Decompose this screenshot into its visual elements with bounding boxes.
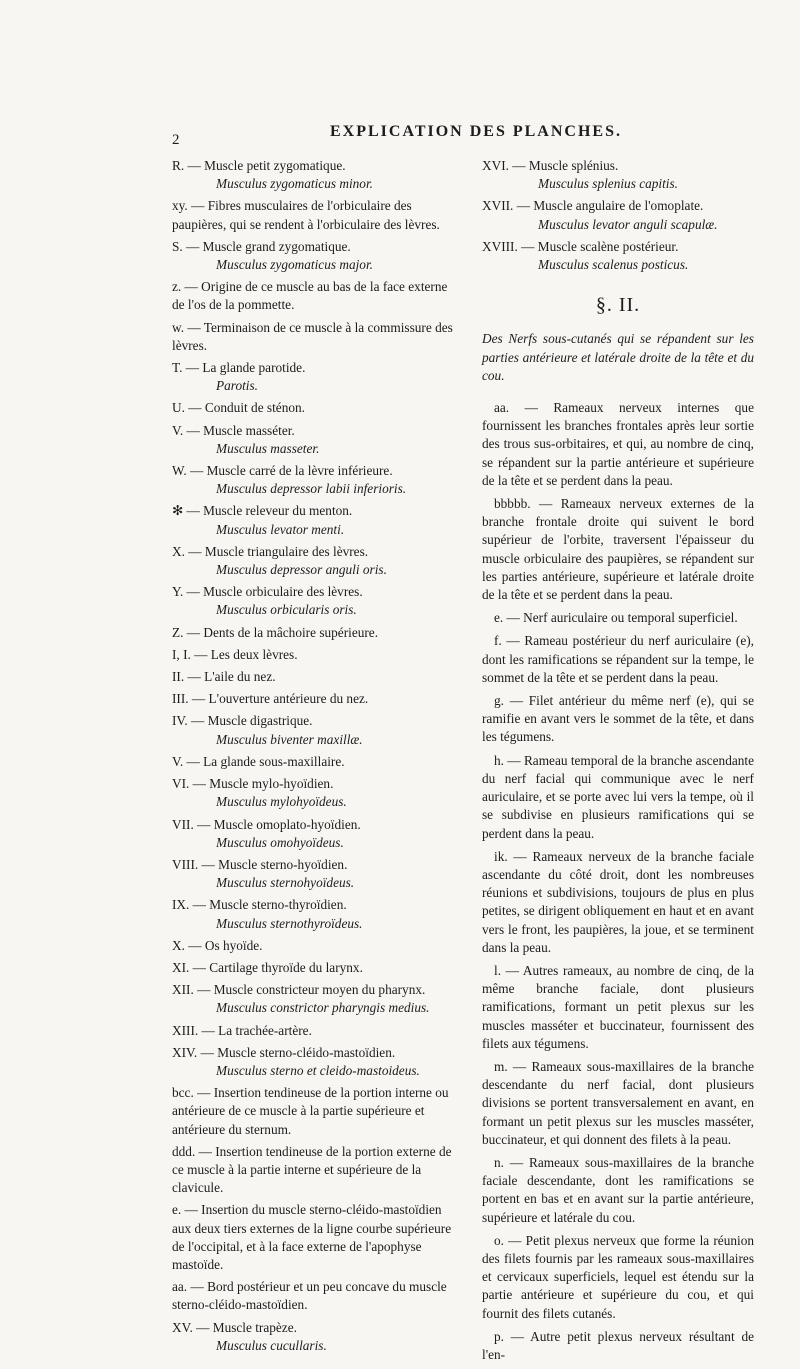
legend-entry bbox=[172, 624, 454, 642]
legend-entry bbox=[172, 319, 454, 355]
entry-latin-name: Musculus depressor anguli oris. bbox=[216, 562, 387, 578]
entry-text: V. — Muscle masséter. bbox=[172, 422, 295, 438]
entry-text: T. — La glande parotide. bbox=[172, 360, 306, 376]
entry-text: bcc. — Insertion tendineuse de la portion interne ou antérieure de ce muscle à la partie supérieure et antérieure du sternum. bbox=[172, 1085, 449, 1137]
paragraph: l. — Autres rameaux, au nombre de cinq, de la même branche faciale, dont plusieurs ramifications, formant un petit plexus sur les muscles masséter et buccinateur, fournissent des filets aux tégumens. bbox=[482, 962, 754, 1051]
entry-latin-name: Musculus sternothyroïdeus. bbox=[216, 915, 363, 931]
running-head: EXPLICATION DES PLANCHES. bbox=[330, 123, 622, 140]
legend-entry bbox=[482, 197, 754, 233]
entry-latin-name: Musculus sternohyoïdeus. bbox=[216, 875, 355, 891]
entry-text: Y. — Muscle orbiculaire des lèvres. bbox=[172, 584, 363, 600]
entry-text: IX. — Muscle sterno-thyroïdien. bbox=[172, 897, 347, 913]
legend-entry bbox=[172, 399, 454, 417]
entry-text: ddd. — Insertion tendineuse de la portion externe de ce muscle à la partie interne et supérieure de la clavicule. bbox=[172, 1143, 452, 1196]
entry-text: XVIII. — Muscle scalène postérieur. bbox=[482, 238, 679, 254]
entry-text: X. — Muscle triangulaire des lèvres. bbox=[172, 543, 369, 559]
legend-entry bbox=[172, 1319, 454, 1355]
entry-text: Z. — Dents de la mâchoire supérieure. bbox=[172, 624, 379, 640]
legend-entry bbox=[172, 816, 454, 852]
entry-latin-name: Musculus orbicularis oris. bbox=[216, 602, 357, 618]
legend-entry bbox=[172, 937, 454, 955]
entry-latin-name: Musculus scalenus posticus. bbox=[538, 257, 689, 273]
right-entries bbox=[482, 157, 754, 274]
right-paragraphs bbox=[482, 399, 754, 1364]
entry-text: z. — Origine de ce muscle au bas de la face externe de l'os de la pommette. bbox=[172, 279, 448, 313]
legend-entry bbox=[172, 896, 454, 932]
entry-latin-name: Musculus masseter. bbox=[216, 440, 320, 456]
legend-entry bbox=[482, 238, 754, 274]
legend-entry bbox=[172, 690, 454, 708]
section-subtitle: Des Nerfs sous-cutanés qui se répandent sur les parties antérieure et latérale droite de la tête et du cou. bbox=[482, 331, 754, 383]
entry-latin-name: Musculus depressor labii inferioris. bbox=[216, 481, 407, 497]
entry-latin-name: Musculus zygomaticus major. bbox=[216, 257, 373, 273]
entry-text: ✻ — Muscle releveur du menton. bbox=[172, 503, 353, 519]
entry-latin-name: Musculus omohyoïdeus. bbox=[216, 834, 344, 850]
legend-entry bbox=[172, 1278, 454, 1314]
legend-entry bbox=[172, 668, 454, 686]
legend-entry bbox=[172, 238, 454, 274]
entry-text: VIII. — Muscle sterno-hyoïdien. bbox=[172, 856, 348, 872]
legend-entry bbox=[172, 502, 454, 538]
entry-text: S. — Muscle grand zygomatique. bbox=[172, 238, 351, 254]
paragraph: h. — Rameau temporal de la branche ascendante du nerf facial qui communique avec le nerf auriculaire, et se porte avec lui vers la tempe, où il se subdivise en plusieurs ramifications qui se perdent dans la peau. bbox=[482, 752, 754, 841]
legend-entry bbox=[172, 1143, 454, 1198]
entry-text: XI. — Cartilage thyroïde du larynx. bbox=[172, 959, 363, 975]
entry-latin-name: Musculus biventer maxillæ. bbox=[216, 731, 363, 747]
legend-entry bbox=[172, 197, 454, 233]
entry-text: xy. — Fibres musculaires de l'orbiculaire des paupières, qui se rendent à l'orbiculaire des lèvres. bbox=[172, 198, 440, 232]
entry-text: XVI. — Muscle splénius. bbox=[482, 158, 619, 173]
entry-latin-name: Parotis. bbox=[216, 378, 258, 394]
right-column bbox=[482, 157, 754, 1369]
legend-entry bbox=[172, 856, 454, 892]
paragraph: ik. — Rameaux nerveux de la branche faciale ascendante du côté droit, dont les nombreuses réunions et subdivisions, toujours de plus en plus petites, se dirigent obliquement en haut et en avant vers le front, les paupières, la joue, et se terminent dans la peau. bbox=[482, 848, 754, 955]
entry-text: III. — L'ouverture antérieure du nez. bbox=[172, 691, 369, 707]
entry-text: XII. — Muscle constricteur moyen du pharynx. bbox=[172, 982, 426, 998]
legend-entry bbox=[172, 1022, 454, 1040]
legend-entry bbox=[172, 959, 454, 977]
left-column bbox=[172, 157, 454, 1359]
entry-latin-name: Musculus zygomaticus minor. bbox=[216, 176, 373, 192]
paragraph: f. — Rameau postérieur du nerf auriculaire (e), dont les ramifications se répandent sur la tempe, le sommet de la tête et se perdent dans la peau. bbox=[482, 633, 754, 685]
entry-text: U. — Conduit de sténon. bbox=[172, 400, 305, 416]
entry-text: VI. — Muscle mylo-hyoïdien. bbox=[172, 776, 334, 792]
entry-text: II. — L'aile du nez. bbox=[172, 669, 276, 685]
entry-text: R. — Muscle petit zygomatique. bbox=[172, 158, 346, 173]
entry-text: V. — La glande sous-maxillaire. bbox=[172, 753, 345, 769]
legend-entry bbox=[172, 278, 454, 314]
paragraph: g. — Filet antérieur du même nerf (e), qui se ramifie en avant vers le sommet de la tête, et dans les tégumens. bbox=[482, 693, 754, 745]
entry-text: X. — Os hyoïde. bbox=[172, 937, 263, 953]
legend-entry bbox=[172, 583, 454, 619]
legend-entry bbox=[482, 157, 754, 193]
legend-entry bbox=[172, 1201, 454, 1274]
paragraph: aa. — Rameaux nerveux internes que fournissent les branches frontales après leur sortie des trous sus-orbitaires, et qui, au nombre de cinq, se répandent sur la partie antérieure et supérieure de la tête et se perdent dans la peau. bbox=[482, 400, 754, 488]
legend-entry bbox=[172, 1044, 454, 1080]
paragraph: bbbbb. — Rameaux nerveux externes de la branche frontale droite qui suivent le bord supérieur de l'orbite, traversent l'épaisseur du muscle orbiculaire des paupières, se répandent sur les parties antérieure, supérieure et latérale droite de la tête et se perdent dans la peau. bbox=[482, 496, 754, 603]
paragraph: e. — Nerf auriculaire ou temporal superficiel. bbox=[494, 610, 738, 626]
entry-text: XVII. — Muscle angulaire de l'omoplate. bbox=[482, 198, 704, 214]
entry-text: w. — Terminaison de ce muscle à la commissure des lèvres. bbox=[172, 319, 453, 353]
legend-entry bbox=[172, 1084, 454, 1139]
paragraph: o. — Petit plexus nerveux que forme la réunion des filets fournis par les rameaux sous-maxillaires et cervicaux superficiels, lequel est étendu sur la partie antérieure et supérieure du cou, et qui fournit des filets cutanés. bbox=[482, 1232, 754, 1321]
legend-entry bbox=[172, 646, 454, 664]
page-number: 2 bbox=[172, 132, 180, 148]
entry-latin-name: Musculus constrictor pharyngis medius. bbox=[216, 1000, 430, 1016]
entry-latin-name: Musculus splenius capitis. bbox=[538, 176, 678, 192]
entry-latin-name: Musculus levator anguli scapulæ. bbox=[538, 216, 718, 232]
entry-text: W. — Muscle carré de la lèvre inférieure. bbox=[172, 463, 393, 479]
paragraph: n. — Rameaux sous-maxillaires de la branche faciale descendante, dont les ramifications se portent en bas et en avant sur la partie antérieure, supérieure et latérale du cou. bbox=[482, 1154, 754, 1225]
legend-entry bbox=[172, 712, 454, 748]
paragraph: p. — Autre petit plexus nerveux résultant de l'en- bbox=[482, 1328, 754, 1362]
entry-text: I, I. — Les deux lèvres. bbox=[172, 646, 298, 662]
entry-text: e. — Insertion du muscle sterno-cléido-mastoïdien aux deux tiers externes de la ligne courbe supérieure de l'occipital, et à la face externe de l'apophyse mastoïde. bbox=[172, 1202, 452, 1272]
entry-text: XIV. — Muscle sterno-cléido-mastoïdien. bbox=[172, 1044, 396, 1060]
legend-entry bbox=[172, 462, 454, 498]
legend-entry bbox=[172, 981, 454, 1017]
legend-entry bbox=[172, 157, 454, 193]
entry-latin-name: Musculus levator menti. bbox=[216, 521, 345, 537]
entry-text: VII. — Muscle omoplato-hyoïdien. bbox=[172, 816, 361, 832]
entry-text: XV. — Muscle trapèze. bbox=[172, 1319, 297, 1335]
entry-latin-name: Musculus cucullaris. bbox=[216, 1337, 327, 1353]
entry-text: XIII. — La trachée-artère. bbox=[172, 1022, 312, 1038]
legend-entry bbox=[172, 543, 454, 579]
entry-text: aa. — Bord postérieur et un peu concave du muscle sterno-cléido-mastoïdien. bbox=[172, 1279, 447, 1313]
legend-entry bbox=[172, 359, 454, 395]
legend-entry bbox=[172, 753, 454, 771]
entry-latin-name: Musculus mylohyoïdeus. bbox=[216, 794, 347, 810]
entry-text: IV. — Muscle digastrique. bbox=[172, 713, 313, 729]
paragraph: m. — Rameaux sous-maxillaires de la branche descendante du nerf facial, dont plusieurs divisions se portent transversalement en avant, en formant un petit plexus sur les muscles masséter, buccinateur, et qui donnent des filets à la peau. bbox=[482, 1058, 754, 1147]
legend-entry bbox=[172, 422, 454, 458]
entry-latin-name: Musculus sterno et cleido-mastoideus. bbox=[216, 1062, 420, 1078]
legend-entry bbox=[172, 775, 454, 811]
section-title: §. II. bbox=[595, 294, 641, 317]
